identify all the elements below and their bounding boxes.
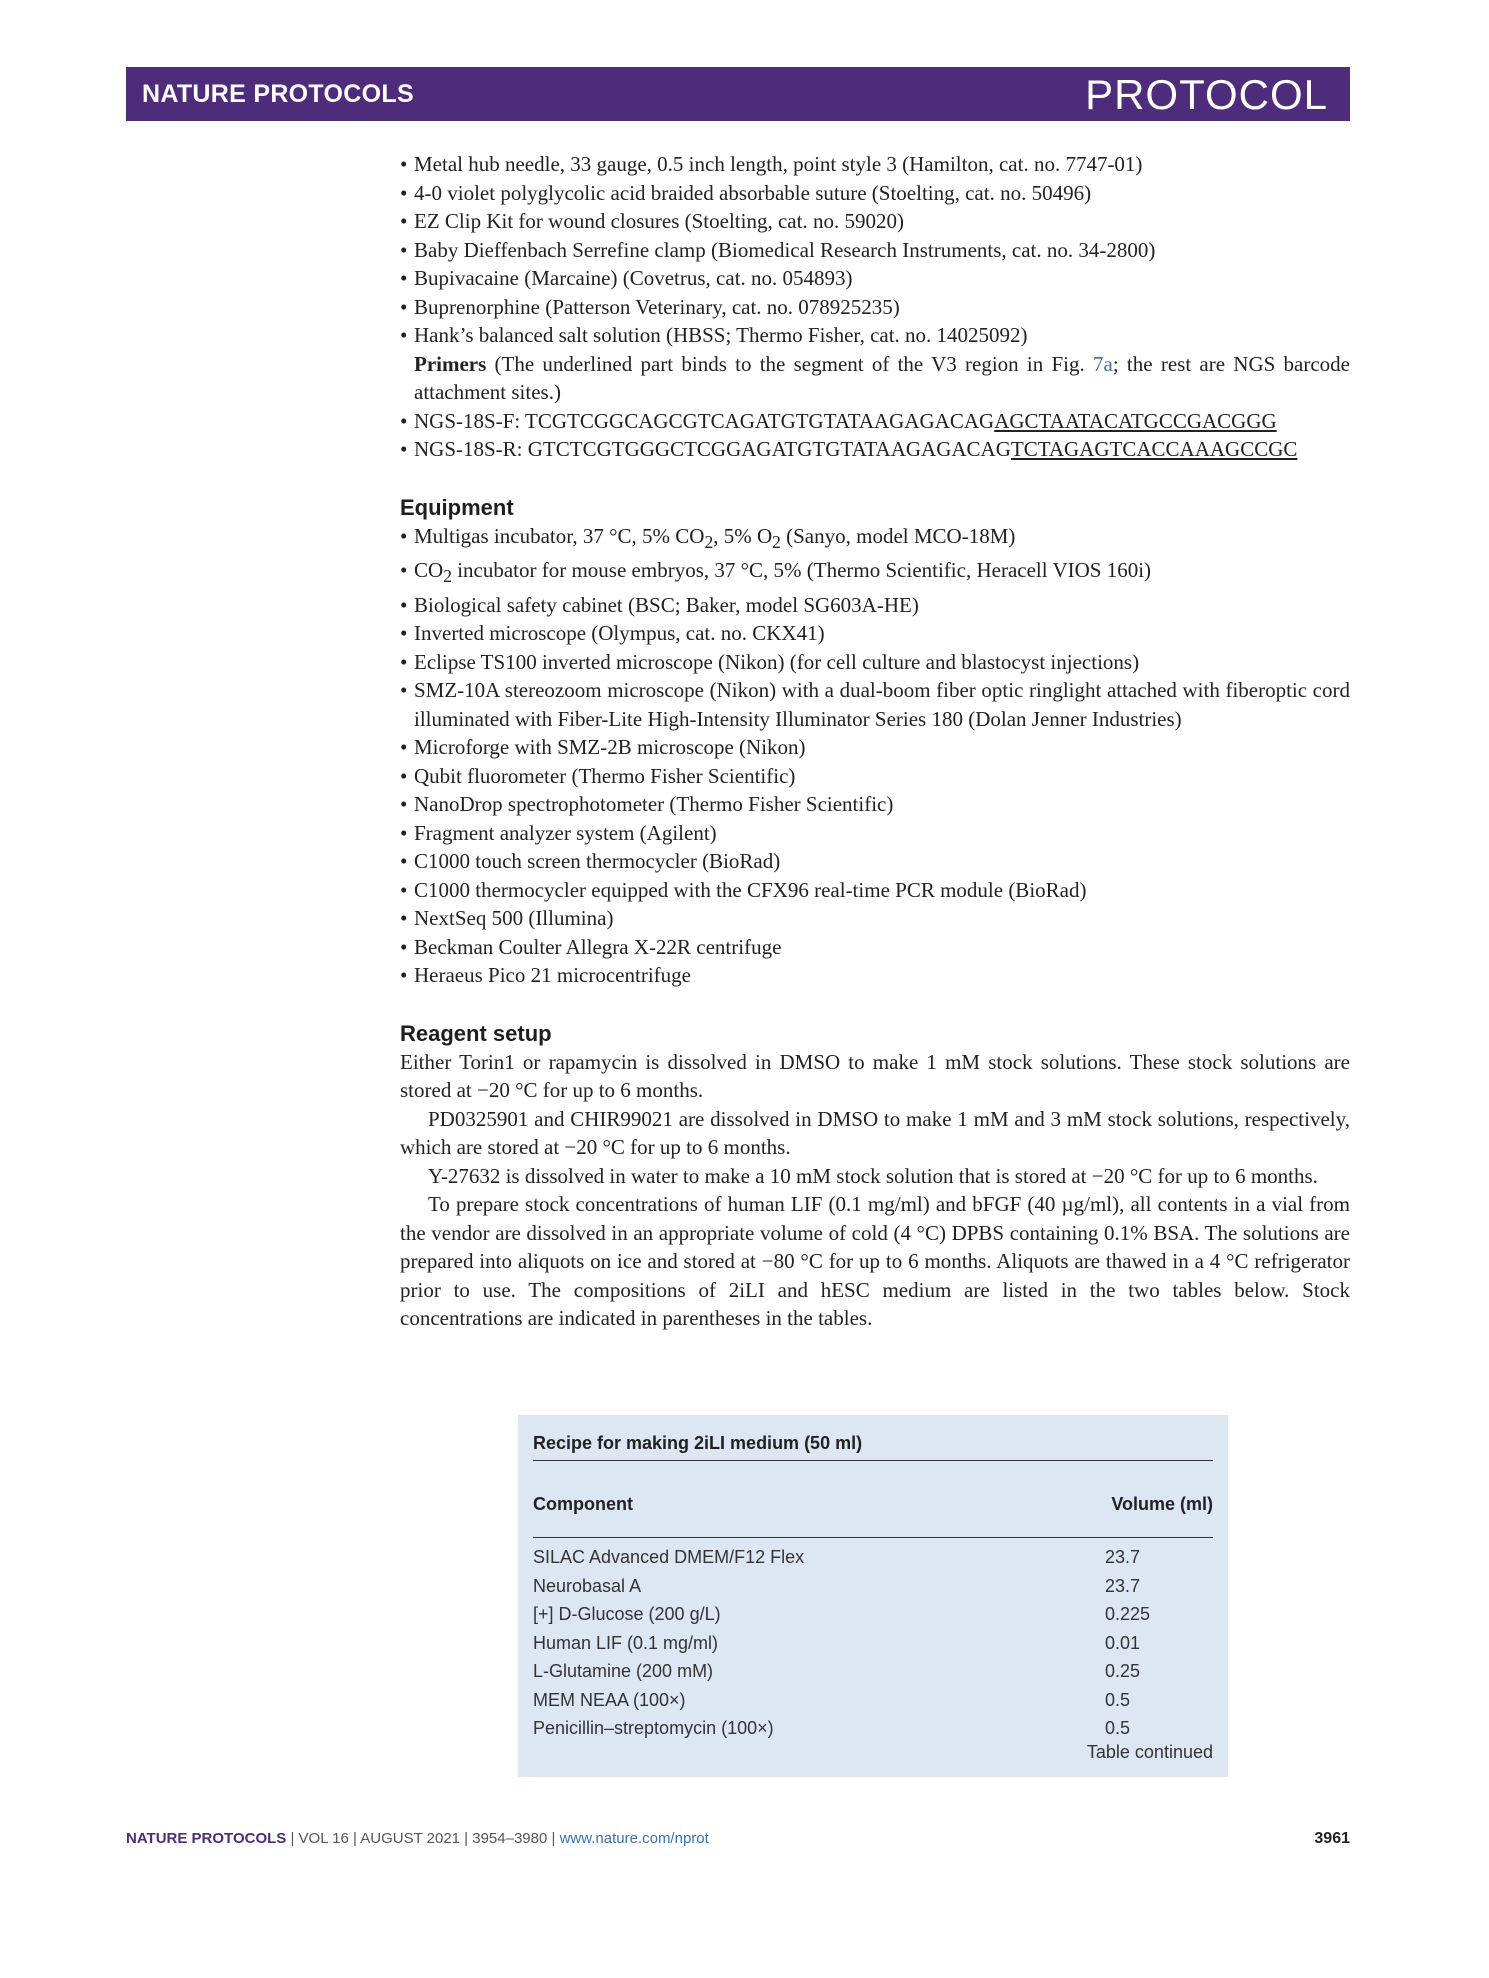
list-item: • Bupivacaine (Marcaine) (Covetrus, cat. no. 054893) xyxy=(400,264,1350,293)
list-item: • NanoDrop spectrophotometer (Thermo Fisher Scientific) xyxy=(400,790,1350,819)
list-item: • EZ Clip Kit for wound closures (Stoelting, cat. no. 59020) xyxy=(400,207,1350,236)
cell-volume: 0.5 xyxy=(1105,1689,1131,1710)
cell-volume: 0.25 xyxy=(1105,1661,1141,1681)
cell-component: Penicillin–streptomycin (100×) xyxy=(533,1718,774,1738)
primers-note-after: ; the rest are NGS barcode attachment sites.) xyxy=(414,351,1350,404)
list-item: • Metal hub needle, 33 gauge, 0.5 inch length, point style 3 (Hamilton, cat. no. 7747-01) xyxy=(400,150,1350,179)
list-item: • NextSeq 500 (Illumina) xyxy=(400,904,1350,933)
table-row xyxy=(533,1572,1213,1601)
footer-url[interactable]: www.nature.com/nprot xyxy=(559,1830,709,1847)
footer-citation: | VOL 16 | AUGUST 2021 | 3954–3980 | xyxy=(286,1830,560,1847)
materials-list xyxy=(400,150,1350,350)
cell-volume: 23.7 xyxy=(1105,1547,1141,1567)
list-item: • Inverted microscope (Olympus, cat. no. CKX41) xyxy=(400,619,1350,648)
reagent-paragraph: To prepare stock concentrations of human LIF (0.1 mg/ml) and bFGF (40 µg/ml), all contents in a vial from the vendor are dissolved in an appropriate volume of cold (4 °C) DPBS containing 0.1% BSA. The solutions are prepared into aliquots on ice and stored at −80 °C for up to 6 months. Aliquots are thawed in a 4 °C refrigerator prior to use. The compositions of 2iLI and hESC medium are listed in the two tables below. Stock concentrations are indicated in parentheses in the tables. xyxy=(400,1192,1350,1331)
list-item: • 4-0 violet polyglycolic acid braided absorbable suture (Stoelting, cat. no. 50496) xyxy=(400,179,1350,208)
list-item: • Eclipse TS100 inverted microscope (Nikon) (for cell culture and blastocyst injections) xyxy=(400,648,1350,677)
list-item: • C1000 touch screen thermocycler (BioRad) xyxy=(400,847,1350,876)
cell-volume: 0.01 xyxy=(1105,1632,1141,1653)
primer-reverse-binding: TCTAGAGTCACCAAAGCCGC xyxy=(1010,437,1298,461)
journal-banner xyxy=(126,67,1350,121)
primers-label: Primers xyxy=(414,351,487,376)
list-item: • Beckman Coulter Allegra X-22R centrifuge xyxy=(400,933,1350,962)
list-item: • Buprenorphine (Patterson Veterinary, cat. no. 078925235) xyxy=(400,293,1350,322)
list-item: • SMZ-10A stereozoom microscope (Nikon) with a dual-boom fiber optic ringlight attached with fiberoptic cord illuminated with Fiber-Lite High-Intensity Illuminator Series 180 (Dolan Jenner Industries) xyxy=(400,676,1350,733)
table-row xyxy=(533,1543,1213,1572)
column-header-component: Component xyxy=(533,1494,633,1514)
table-row xyxy=(533,1714,1213,1743)
list-item: • Hank’s balanced salt solution (HBSS; Thermo Fisher, cat. no. 14025092) xyxy=(400,321,1350,350)
cell-component: MEM NEAA (100×) xyxy=(533,1689,686,1710)
reagent-setup-heading: Reagent setup xyxy=(400,1020,552,1046)
reagent-paragraph: PD0325901 and CHIR99021 are dissolved in DMSO to make 1 mM and 3 mM stock solutions, respectively, which are stored at −20 °C for up to 6 months. xyxy=(400,1106,1350,1160)
table-row xyxy=(533,1629,1213,1658)
list-item: • Heraeus Pico 21 microcentrifuge xyxy=(400,961,1350,990)
page-footer xyxy=(126,1830,1350,1847)
primer-forward xyxy=(400,407,1350,436)
main-content xyxy=(400,150,1350,1333)
table-caption: Recipe for making 2iLI medium (50 ml) xyxy=(533,1433,1213,1461)
primer-forward-binding: AGCTAATACATGCCGACGGG xyxy=(994,408,1277,433)
reagent-paragraph: Either Torin1 or rapamycin is dissolved in DMSO to make 1 mM stock solutions. These stock solutions are stored at −20 °C for up to 6 months. xyxy=(400,1049,1350,1103)
cell-component: Human LIF (0.1 mg/ml) xyxy=(533,1632,719,1653)
equipment-heading: Equipment xyxy=(400,494,514,520)
cell-volume: 23.7 xyxy=(1105,1575,1141,1596)
cell-component: [+] D-Glucose (200 g/L) xyxy=(533,1604,721,1624)
list-item: • $CO_2$ incubator for mouse embryos, 37 °C, 5% (Thermo Scientific, Heracell VIOS 160i) xyxy=(400,556,1350,591)
primer-reverse xyxy=(400,435,1350,464)
table-body xyxy=(533,1543,1213,1743)
list-item: • Fragment analyzer system (Agilent) xyxy=(400,819,1350,848)
list-item: • Microforge with SMZ-2B microscope (Nikon) xyxy=(400,733,1350,762)
list-item: • Baby Dieffenbach Serrefine clamp (Biomedical Research Instruments, cat. no. 34-2800) xyxy=(400,236,1350,265)
table-row xyxy=(533,1657,1213,1686)
reagent-paragraph: Y-27632 is dissolved in water to make a 10 mM stock solution that is stored at −20 °C for up to 6 months. xyxy=(428,1163,1318,1188)
figure-link[interactable]: 7a xyxy=(1093,351,1113,376)
table-header-row xyxy=(533,1494,1213,1538)
primer-reverse-prefix: NGS-18S-R: GTCTCGTGGGCTCGGAGATGTGTATAAGAGACAG xyxy=(414,437,1011,461)
list-item: • Multigas incubator, 37 °C, 5% $CO_2$, 5% $O_2$ (Sanyo, model MCO-18M) xyxy=(400,522,1350,557)
table-row xyxy=(533,1600,1213,1629)
cell-component: L-Glutamine (200 mM) xyxy=(533,1661,714,1681)
cell-volume: 0.5 xyxy=(1105,1718,1131,1738)
list-item: • Biological safety cabinet (BSC; Baker, model SG603A-HE) xyxy=(400,591,1350,620)
list-item: • Qubit fluorometer (Thermo Fisher Scientific) xyxy=(400,762,1350,791)
cell-component: Neurobasal A xyxy=(533,1575,642,1596)
column-header-volume: Volume (ml) xyxy=(1111,1494,1213,1514)
cell-volume: 0.225 xyxy=(1105,1604,1151,1624)
primers-note xyxy=(400,350,1350,407)
footer-journal: NATURE PROTOCOLS xyxy=(126,1830,287,1847)
page-number: 3961 xyxy=(1314,1830,1350,1847)
primer-list xyxy=(400,407,1350,464)
journal-name: NATURE PROTOCOLS xyxy=(142,80,414,108)
primers-note-before: (The underlined part binds to the segment of the V3 region in Fig. xyxy=(486,351,1094,376)
table-continued-note: Table continued xyxy=(1086,1742,1213,1762)
equipment-list xyxy=(400,522,1350,990)
primer-forward-prefix: NGS-18S-F: TCGTCGGCAGCGTCAGATGTGTATAAGAGACAG xyxy=(414,408,995,433)
article-type: PROTOCOL xyxy=(1085,71,1328,118)
cell-component: SILAC Advanced DMEM/F12 Flex xyxy=(533,1547,805,1567)
medium-recipe-table xyxy=(518,1415,1228,1777)
list-item: • C1000 thermocycler equipped with the CFX96 real-time PCR module (BioRad) xyxy=(400,876,1350,905)
table-row xyxy=(533,1686,1213,1715)
